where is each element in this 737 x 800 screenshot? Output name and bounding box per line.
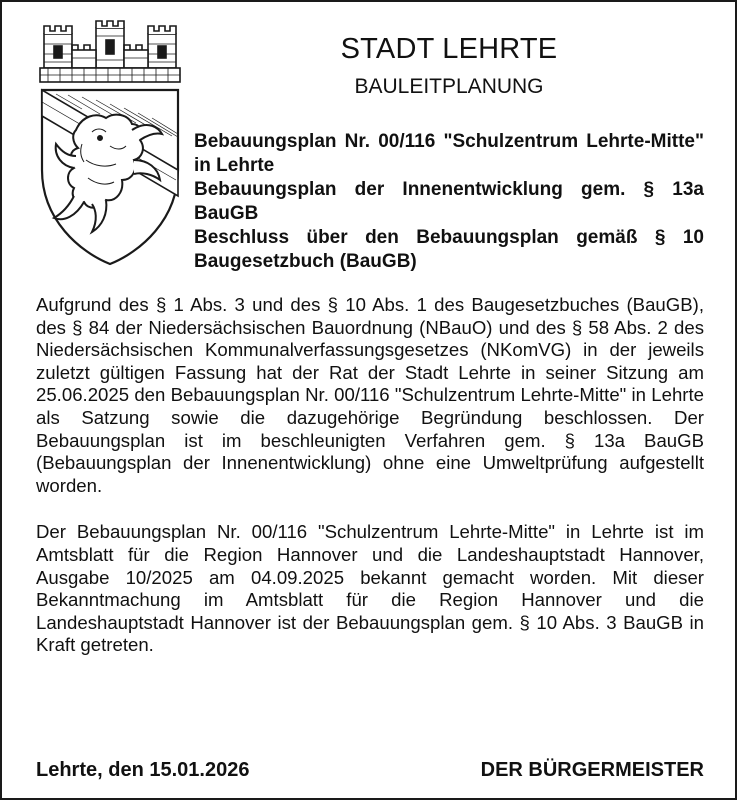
header [194, 32, 704, 102]
title-resolution: Beschluss über den Bebauungsplan gemäß § 10 Baugesetzbuch (BauGB) [194, 227, 704, 272]
notice-body [36, 294, 704, 657]
department-name: BAULEITPLANUNG [354, 75, 544, 98]
notice-titles [194, 130, 704, 274]
signature: DER BÜRGERMEISTER [480, 759, 704, 781]
title-procedure: Bebauungsplan der Innenentwicklung gem. § 13a BauGB [194, 179, 704, 224]
title-plan-name: Bebauungsplan Nr. 00/116 "Schulzentrum Lehrte-Mitte" in Lehrte [194, 131, 704, 176]
paragraph-publication: Der Bebauungsplan Nr. 00/116 "Schulzentrum Lehrte-Mitte" in Lehrte ist im Amtsblatt für die Region Hannover und die Landeshauptstadt Hannover, Ausgabe 10/2025 am 04.09.2025 bekannt gemacht worden. Mit dieser Bekanntmachung im Amtsblatt für die Region Hannover und die Landeshauptstadt Hannover ist der Bebauungsplan gem. § 10 Abs. 3 BauGB in Kraft getreten. [36, 521, 704, 656]
coat-of-arms-icon [36, 20, 184, 268]
paragraph-resolution: Aufgrund des § 1 Abs. 3 und des § 10 Abs. 1 des Baugesetzbuches (BauGB), des § 84 der Niedersächsischen Bauordnung (NBauO) und des § 58 Abs. 2 des Niedersächsischen Kommunalverfassungsgesetzes (NKomVG) in der jeweils zuletzt gültigen Fassung hat der Rat der Stadt Lehrte in seiner Sitzung am 25.06.2025 den Bebauungsplan Nr. 00/116 "Schulzentrum Lehrte-Mitte" in Lehrte als Satzung sowie die dazugehörige Begründung beschlossen. Der Bebauungsplan ist im beschleunigten Verfahren gem. § 13a BauGB (Bebauungsplan der Innenentwicklung) ohne eine Umweltprüfung aufgestellt worden. [36, 294, 704, 496]
city-name: STADT LEHRTE [340, 33, 558, 65]
place-date: Lehrte, den 15.01.2026 [36, 759, 250, 781]
